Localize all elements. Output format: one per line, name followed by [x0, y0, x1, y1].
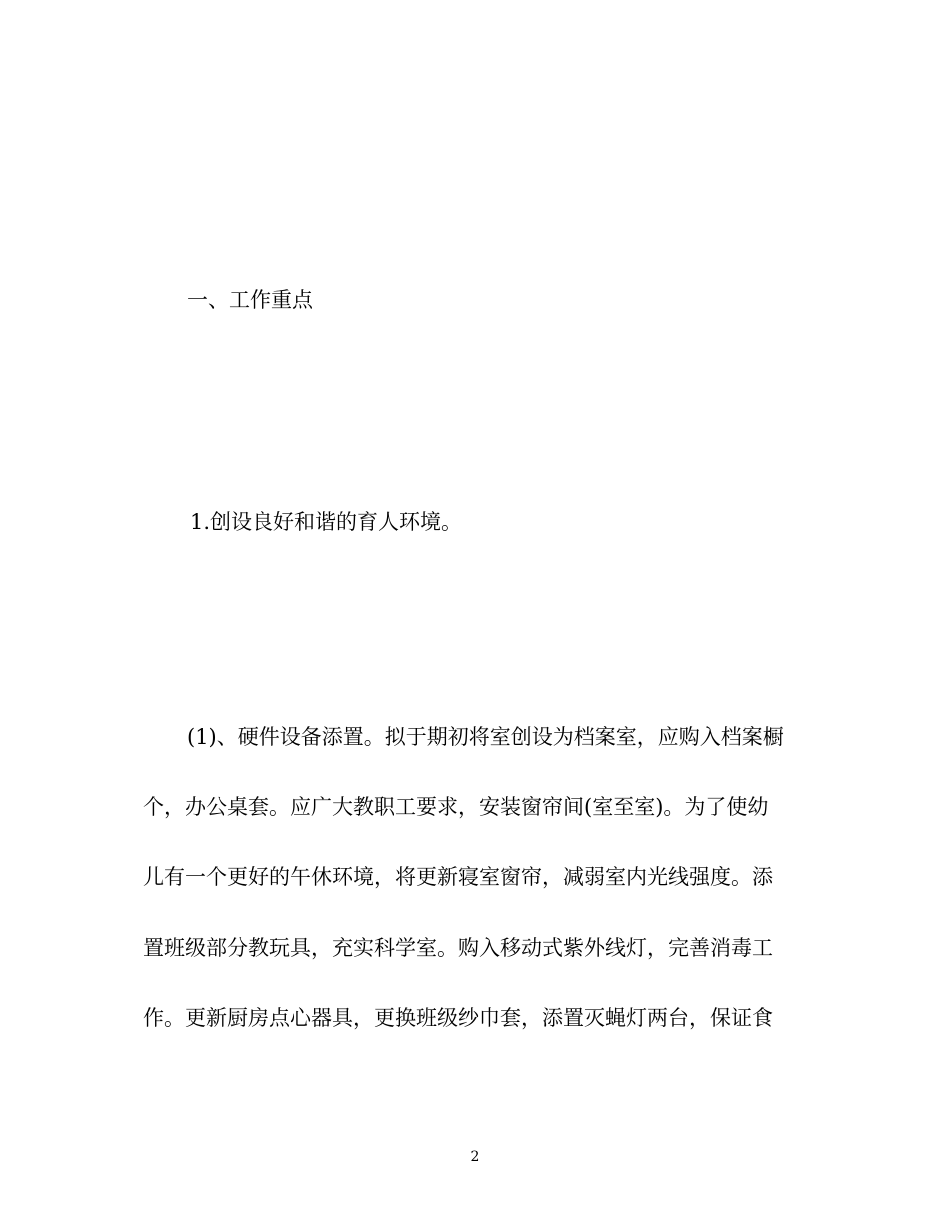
subsection-heading: 1.创设良好和谐的育人环境。 — [190, 510, 463, 534]
section-heading: 一、工作重点 — [187, 288, 313, 312]
paragraph-line-3: 儿有一个更好的午休环境，将更新寝室窗帘，减弱室内光线强度。添 — [143, 865, 773, 889]
paragraph-line-1: (1)、硬件设备添置。拟于期初将室创设为档案室，应购入档案橱 — [187, 725, 784, 749]
paragraph-line-5: 作。更新厨房点心器具，更换班级纱巾套，添置灭蝇灯两台，保证食 — [143, 1006, 773, 1030]
paragraph-line-2: 个，办公桌套。应广大教职工要求，安装窗帘间(室至室)。为了使幼 — [143, 795, 769, 819]
paragraph-line-4: 置班级部分教玩具，充实科学室。购入移动式紫外线灯，完善消毒工 — [143, 936, 773, 960]
page-number: 2 — [470, 1149, 480, 1165]
